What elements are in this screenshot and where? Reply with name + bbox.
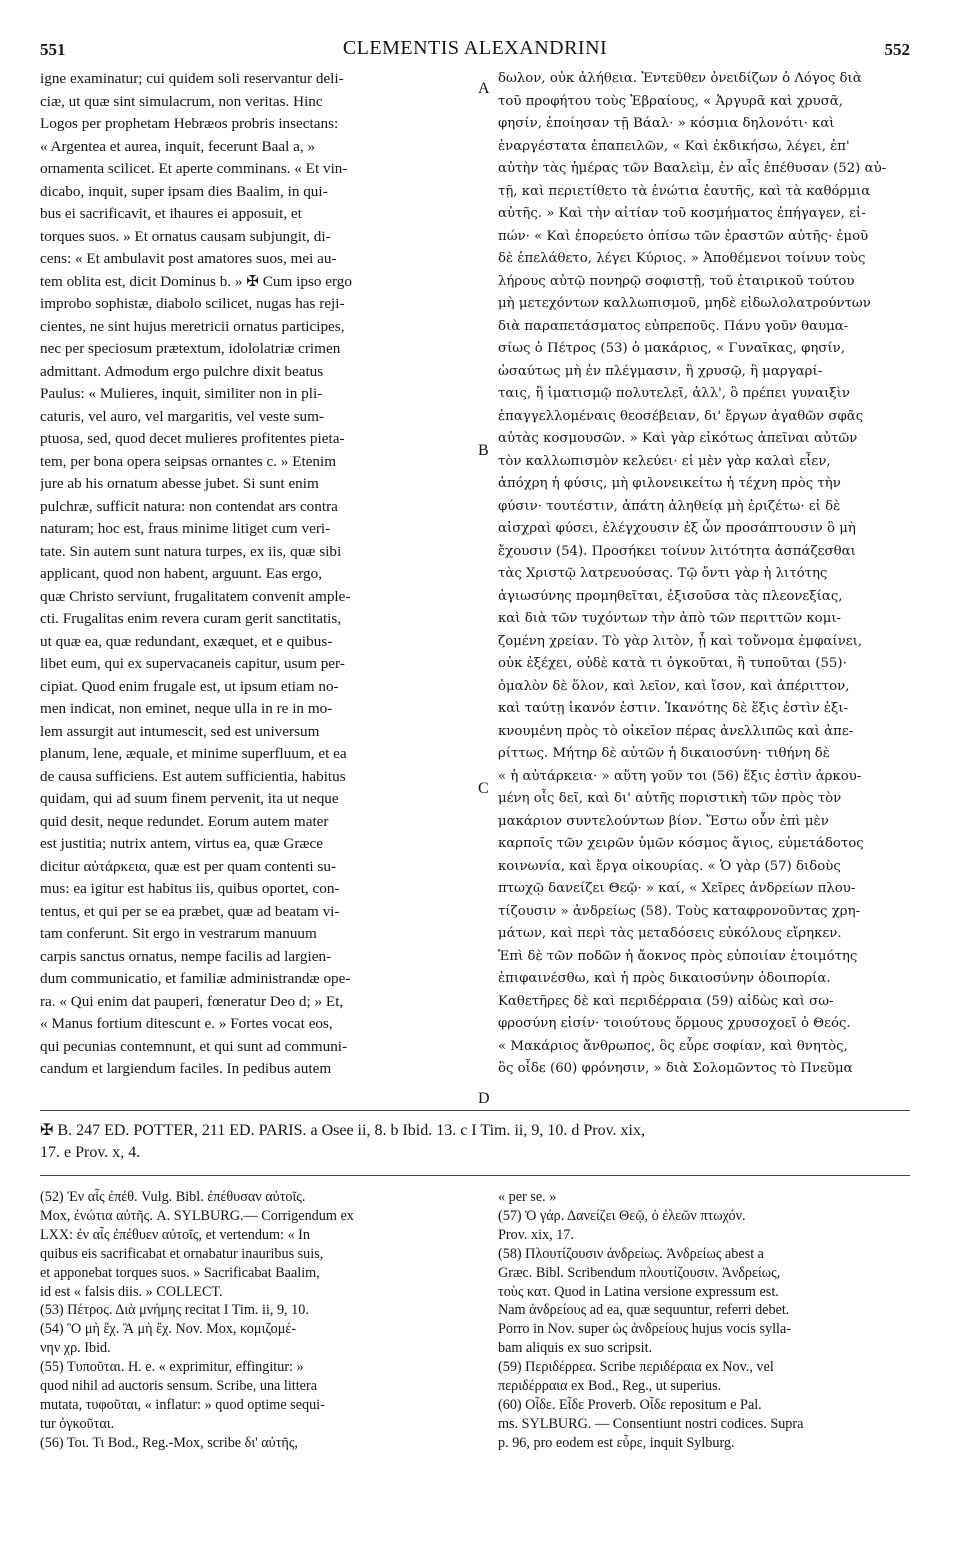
greek-text-line: δωλον, οὐκ ἀλήθεια. Ἐντεῦθεν ὀνειδίζων ὁ Λόγος διὰ xyxy=(498,71,862,86)
note-line: mutata, τυφοῦται, « inflatur: » quod optime sequi- xyxy=(40,1396,325,1413)
latin-text-line: tem oblita est, dicit Dominus b. » ✠ Cum ipso ergo xyxy=(40,272,352,290)
latin-text-line: qui pecunias contemnunt, et qui sunt ad communi- xyxy=(40,1037,348,1055)
latin-text-line: caturis, vel auro, vel margaritis, vel veste sum- xyxy=(40,407,324,425)
greek-text-line: ἁγιωσύνης προμηθεῖται, ἐξισοῦσα τὰς πλεονεξίας, xyxy=(498,588,843,604)
greek-text-line: ταις, ἢ ἱματισμῷ πολυτελεῖ, ἀλλ', ὃ πρέπει γυναιξὶν xyxy=(498,386,850,401)
greek-text-line: οὐκ ἐξέχει, οὐδὲ κατὰ τι ὀγκοῦται, ἢ τυποῦται (55)· xyxy=(498,656,847,671)
greek-text-line: δὲ ἐπελάθετο, λέγει Κύριος. » Ἀποθέμενοι τοίνυν τοὺς xyxy=(498,251,866,266)
note-line: τοὺς κατ. Quod in Latina versione expressum est. xyxy=(498,1283,779,1300)
note-line: Nam ἀνδρείους ad ea, quæ sequuntur, referri debet. xyxy=(498,1302,790,1319)
greek-text-line: πτωχῷ δανείζει Θεῷ· » καί, « Χεῖρες ἀνδρείων πλου- xyxy=(498,881,856,896)
greek-text-line: « ἡ αὐτάρκεια· » αὕτη γοῦν τοι (56) ἕξις ἐστὶν ἀρκου- xyxy=(498,768,862,784)
latin-text-line: bus ei sacrificavit, et ihaures ei apposuit, et xyxy=(40,205,302,222)
divider-rule xyxy=(40,1110,910,1111)
notes-divider-rule xyxy=(40,1175,910,1176)
greek-text-line: τὸν καλλωπισμὸν κελεύει· εἰ μὲν γὰρ καλαὶ εἶεν, xyxy=(498,453,831,469)
latin-text-line: quid desit, neque redundet. Eorum autem mater xyxy=(40,812,329,830)
greek-text-line: σίως ὁ Πέτρος (53) ὁ μακάριος, « Γυναῖκας, φησίν, xyxy=(498,341,845,356)
greek-text-line: αἰσχραὶ φύσει, ἐλέγχουσιν ἐξ ὧν προσάπτουσιν ὃ μὴ xyxy=(498,521,856,536)
latin-text-line: dicabo, inquit, super ipsam dies Baalim, in qui- xyxy=(40,182,328,200)
latin-text-line: applicant, quod non habent, arguunt. Eas ergo, xyxy=(40,565,323,582)
greek-text-line: ἐπιφαινέσθω, καὶ ἡ πρὸς δικαιοσύνην ὁδοιπορία. xyxy=(498,971,831,986)
note-line: περιδέρραια ex Bod., Reg., ut superius. xyxy=(498,1378,722,1395)
latin-text-line: admittant. Admodum ergo pulchre dixit beatus xyxy=(40,362,324,380)
greek-text-line: Καθετῆρες δὲ καὶ περιδέρραια (59) αἰδὼς καὶ σω- xyxy=(498,993,834,1009)
section-marker-b: B xyxy=(478,442,489,459)
latin-text-line: ornamenta scilicet. Et aperte comminans. « Et vin- xyxy=(40,160,348,177)
latin-text-line: mus: ea igitur est habitus iis, quibus oportet, con- xyxy=(40,880,340,897)
greek-text-line: αὐτὴν τὰς ἡμέρας τῶν Βααλεὶμ, ἐν αἷς ἐπέθυσαν (52) αὐ- xyxy=(498,161,887,176)
notes-left-column xyxy=(40,1188,470,1453)
latin-text-line: ciæ, ut quæ sint simulacrum, non veritas. Hinc xyxy=(40,92,323,110)
note-line: p. 96, pro eodem est εὗρε, inquit Sylburg. xyxy=(498,1434,735,1451)
greek-text-line: ὁμαλὸν δὲ ὅλον, καὶ λεῖον, καὶ ἴσον, καὶ ἀπέριττον, xyxy=(498,678,850,694)
section-marker-d: D xyxy=(478,1090,490,1107)
greek-text-line: φροσύνη εἰσίν· τοιούτους ὅρμους χρυσοχοεῖ ὁ Θεός. xyxy=(498,1016,851,1031)
latin-text-line: dicitur αὐτάρκεια, quæ est per quam contenti su- xyxy=(40,857,337,875)
note-line: Græc. Bibl. Scribendum πλουτίζουσιν. Ἀνδρείως, xyxy=(498,1264,781,1281)
note-line: et apponebat torques suos. » Sacrificabat Baalim, xyxy=(40,1264,320,1281)
latin-text-line: tam conferunt. Sit ergo in vestrarum manuum xyxy=(40,925,317,942)
greek-text-line: « Μακάριος ἄνθρωπος, ὃς εὗρε σοφίαν, καὶ θνητὸς, xyxy=(498,1038,848,1054)
latin-text-line: Logos per prophetam Hebræos probris insectans: xyxy=(40,115,339,132)
latin-text-line: ut quæ ea, quæ redundant, exæquet, et e quibus- xyxy=(40,632,333,650)
greek-text-line: αὐτὰς κοσμουσῶν. » Καὶ γὰρ εἰκότως ἀπεῖναι αὐτῶν xyxy=(498,431,858,446)
greek-text-line: ζομένη χρείαν. Τὸ γὰρ λιτὸν, ᾗ καὶ τοὔνομα ἐμφαίνει, xyxy=(498,633,863,649)
greek-text-line: καὶ ταύτῃ ἱκανόν ἐστιν. Ἱκανότης δὲ ἕξις ἐστὶν ἐξι- xyxy=(498,701,849,716)
greek-text-line: ἐναργέστατα ἐπαπειλῶν, « Καὶ ἐκδικήσω, λέγει, ἐπ' xyxy=(498,138,850,154)
latin-text-line: improbo sophistæ, diabolo scilicet, nugas has reji- xyxy=(40,295,345,312)
latin-text-line: igne examinatur; cui quidem soli reservantur deli- xyxy=(40,70,344,87)
source-notes xyxy=(40,1120,915,1164)
latin-text-line: dum communicatio, et familiæ administrandæ ope- xyxy=(40,970,351,987)
latin-text-line: cipiat. Quod enim frugale est, ut ipsum etiam no- xyxy=(40,677,339,695)
latin-text-line: cientes, ne sint hujus meretricii ornatus participes, xyxy=(40,317,345,335)
note-line: tur ὀγκοῦται. xyxy=(40,1415,115,1432)
note-line: (55) Τυποῦται. H. e. « exprimitur, effingitur: » xyxy=(40,1359,304,1376)
latin-text-line: men indicat, non eminet, neque ulla in re in mo- xyxy=(40,700,333,717)
greek-column xyxy=(498,68,912,1081)
greek-text-line: καὶ διὰ τῶν τυχόντων τὴν ἀπὸ τῶν περιττῶν κομι- xyxy=(498,611,842,626)
latin-text-line: cens: « Et ambulavit post amatores suos, mei au- xyxy=(40,250,337,267)
note-line: νην χρ. Ibid. xyxy=(40,1340,111,1357)
note-line: (56) Τοι. Τι Bod., Reg.-Mox, scribe δι' αὐτῆς, xyxy=(40,1434,298,1451)
latin-text-line: planum, lene, æquale, et minime superfluum, et ea xyxy=(40,745,347,762)
note-line: (60) Οἶδε. Εἶδε Proverb. Οἶδε repositum e Pal. xyxy=(498,1396,762,1413)
note-line: (54) Ὃ μὴ ἔχ. Ἃ μὴ ἔχ. Nov. Mox, κομιζομέ- xyxy=(40,1321,297,1338)
source-note-line: 17. e Prov. x, 4. xyxy=(40,1144,141,1161)
note-line: id est « falsis diis. » COLLECT. xyxy=(40,1283,223,1300)
greek-text-line: Ἐπὶ δὲ τῶν ποδῶν ἡ ἄοκνος πρὸς εὐποιίαν ἑτοιμότης xyxy=(498,948,858,964)
latin-text-line: ra. « Qui enim dat pauperi, fœneratur Deo d; » Et, xyxy=(40,992,344,1010)
greek-text-line: διὰ παραπετάσματος εὐπρεποῦς. Πάνυ γοῦν θαυμα- xyxy=(498,318,849,334)
greek-text-line: ρίττως. Μήτηρ δὲ αὐτῶν ἡ δικαιοσύνη· τιθήνη δὲ xyxy=(498,746,830,761)
page-number-right: 552 xyxy=(884,40,910,59)
latin-text-line: cti. Frugalitas enim revera curam gerit sanctitatis, xyxy=(40,610,342,627)
note-line: (57) Ὁ γάρ. Δανείζει Θεῷ, ὁ ἐλεῶν πτωχόν. xyxy=(498,1207,746,1224)
latin-text-line: lem assurgit aut intumescit, sed est universum xyxy=(40,722,320,740)
greek-text-line: τὰς Χριστῷ λατρευούσας. Τῷ ὄντι γὰρ ἡ λιτότης xyxy=(498,566,828,581)
latin-text-line: ptuosa, sed, quod decet mulieres profitentes pieta- xyxy=(40,430,345,447)
note-line: quod nihil ad auctoris sensum. Scribe, una littera xyxy=(40,1378,317,1395)
latin-text-line: candum et largiendum faciles. In pedibus autem xyxy=(40,1060,332,1077)
greek-text-line: τῇ, καὶ περιετίθετο τὰ ἐνώτια ἑαυτῆς, καὶ τὰ καθόρμια xyxy=(498,183,871,199)
latin-text-line: quæ Christo serviunt, frugalitatem convenit ample- xyxy=(40,587,351,605)
notes-right-column xyxy=(498,1188,912,1453)
page-number-left: 551 xyxy=(40,40,66,59)
note-line: « per se. » xyxy=(498,1189,557,1205)
greek-text-line: φησίν, ἐποίησαν τῇ Βάαλ· » κόσμια δηλονότι· καὶ xyxy=(498,116,835,131)
latin-text-line: est justitia; nutrix antem, virtus ea, quæ Græce xyxy=(40,835,324,852)
note-line: (53) Πέτρος. Διὰ μνήμης recitat I Tim. ii, 9, 10. xyxy=(40,1302,309,1319)
greek-text-line: καρποῖς τῶν χειρῶν ὑμῶν κόσμος ἅγιος, εὐμετάδοτος xyxy=(498,836,864,851)
section-marker-c: C xyxy=(478,780,489,797)
greek-text-line: μένη οἷς δεῖ, καὶ δι' αὑτῆς ποριστικὴ τῶν πρὸς τὸν xyxy=(498,791,842,806)
latin-text-line: de causa sufficiens. Est autem sufficientia, habitus xyxy=(40,767,346,785)
greek-text-line: τοῦ προφήτου τοὺς Ἑβραίους, « Ἀργυρᾶ καὶ χρυσᾶ, xyxy=(498,93,843,109)
latin-text-line: pulchræ, sufficit natura: non contendat ars contra xyxy=(40,497,338,515)
greek-text-line: ὃς οἶδε (60) φρόνησιν, » διὰ Σολομῶντος τὸ Πνεῦμα xyxy=(498,1061,853,1076)
latin-text-line: tem, per bona opera seipsas ornantes c. » Etenim xyxy=(40,452,337,470)
note-line: (52) Ἐν αἷς ἐπέθ. Vulg. Bibl. ἐπέθυσαν αὐτοῖς. xyxy=(40,1189,306,1205)
note-line: (59) Περιδέρρεα. Scribe περιδέραια ex Nov., vel xyxy=(498,1359,774,1376)
note-line: (58) Πλουτίζουσιν ἀνδρείως. Ἀνδρείως abest a xyxy=(498,1245,764,1262)
latin-text-line: carpis sanctus ornatus, nempe facilis ad largien- xyxy=(40,947,332,965)
note-line: ms. SYLBURG. — Consentiunt nostri codices. Supra xyxy=(498,1415,804,1432)
greek-text-line: μακάριον συντελούντων βίον. Ἔστω οὖν ἐπὶ μὲν xyxy=(498,813,829,829)
greek-text-line: φύσιν· τουτέστιν, ἀπάτη ἀληθείᾳ μὴ ἐριζέτω· εἰ δὲ xyxy=(498,498,841,514)
greek-text-line: ἐπαγγελλομέναις θεοσέβειαν, δι' ἔργων ἀγαθῶν σφᾶς xyxy=(498,408,864,424)
greek-text-line: κοινωνία, καὶ ἔργα οἰκουρίας. « Ὁ γὰρ (57) διδοὺς xyxy=(498,858,841,874)
greek-text-line: πών· « Καὶ ἐπορεύετο ὀπίσω τῶν ἐραστῶν αὐτῆς· ἐμοῦ xyxy=(498,228,869,244)
latin-text-line: jure ab his ornatum abesse jubet. Si sunt enim xyxy=(40,475,319,492)
latin-text-line: Paulus: « Mulieres, inquit, similiter non in pli- xyxy=(40,385,323,402)
section-marker-a: A xyxy=(478,80,490,97)
note-line: bam aliquis ex suo scripsit. xyxy=(498,1340,653,1357)
latin-text-line: « Manus fortium ditescunt e. » Fortes vocat eos, xyxy=(40,1015,333,1032)
note-line: Prov. xix, 17. xyxy=(498,1226,574,1243)
greek-text-line: ἀπόχρη ἡ φύσις, μὴ φιλονεικείτω ἡ τέχνη πρὸς τὴν xyxy=(498,476,841,491)
note-line: quibus eis sacrificabat et ornabatur inauribus suis, xyxy=(40,1245,324,1262)
greek-text-line: ὡσαύτως μὴ ἐν πλέγμασιν, ἢ χρυσῷ, ἢ μαργαρί- xyxy=(498,363,823,379)
note-line: Mox, ἐνώτια αὐτῆς. A. SYLBURG.— Corrigendum ex xyxy=(40,1207,354,1224)
latin-text-line: tentus, et qui per se ea præbet, quæ ad beatam vi- xyxy=(40,902,340,920)
greek-text-line: τίζουσιν » ἀνδρείως (58). Τοὺς καταφρονοῦντας χρη- xyxy=(498,903,861,919)
latin-text-line: libet eum, qui ex supervacaneis capitur, usum per- xyxy=(40,655,345,672)
greek-text-line: λήρους αὐτῷ πονηρῷ σοφιστῇ, τοῦ ἑταιρικοῦ τούτου xyxy=(498,273,855,289)
running-head: CLEMENTIS ALEXANDRINI xyxy=(342,37,608,59)
latin-text-line: « Argentea et aurea, inquit, fecerunt Baal a, » xyxy=(40,137,316,155)
note-line: Porro in Nov. super ὡς ἀνδρείους hujus vocis sylla- xyxy=(498,1321,792,1338)
greek-text-line: ἔχουσιν (54). Προσήκει τοίνυν λιτότητα ἀσπάζεσθαι xyxy=(498,543,856,559)
latin-text-line: tate. Sin autem sunt natura turpes, ex iis, quæ sibi xyxy=(40,542,342,560)
latin-text-line: nec per speciosum prætextum, idololatriæ crimen xyxy=(40,340,341,357)
note-line: LXX: ἐν αἷς ἐπέθυεν αὐτοῖς, et vertendum: « In xyxy=(40,1226,310,1243)
latin-text-line: quidam, qui ad suum finem pervenit, ita ut neque xyxy=(40,790,339,807)
greek-text-line: αὐτῆς. » Καὶ τὴν αἰτίαν τοῦ κοσμήματος ἐπήγαγεν, εἰ- xyxy=(498,206,866,221)
latin-text-line: torques suos. » Et ornatus causam subjungit, di- xyxy=(40,227,331,245)
greek-text-line: μάτων, καὶ περὶ τὰς μεταδόσεις εὐκόλους εἴρηκεν. xyxy=(498,926,842,941)
latin-text-line: naturam; hoc est, fraus minime litiget cum veri- xyxy=(40,520,331,537)
greek-text-line: μὴ μετεχόντων καλλωπισμοῦ, μηδὲ εἰδωλολατρούντων xyxy=(498,296,871,311)
source-note-line: ✠ B. 247 ED. POTTER, 211 ED. PARIS. a Osee ii, 8. b Ibid. 13. c I Tim. ii, 9, 10. d Prov. xix, xyxy=(40,1122,645,1139)
greek-text-line: κνουμένη πρὸς τὸ οἰκεῖον πέρας ἀνελλιπῶς καὶ ἀπε- xyxy=(498,723,854,739)
latin-column xyxy=(40,68,470,1081)
